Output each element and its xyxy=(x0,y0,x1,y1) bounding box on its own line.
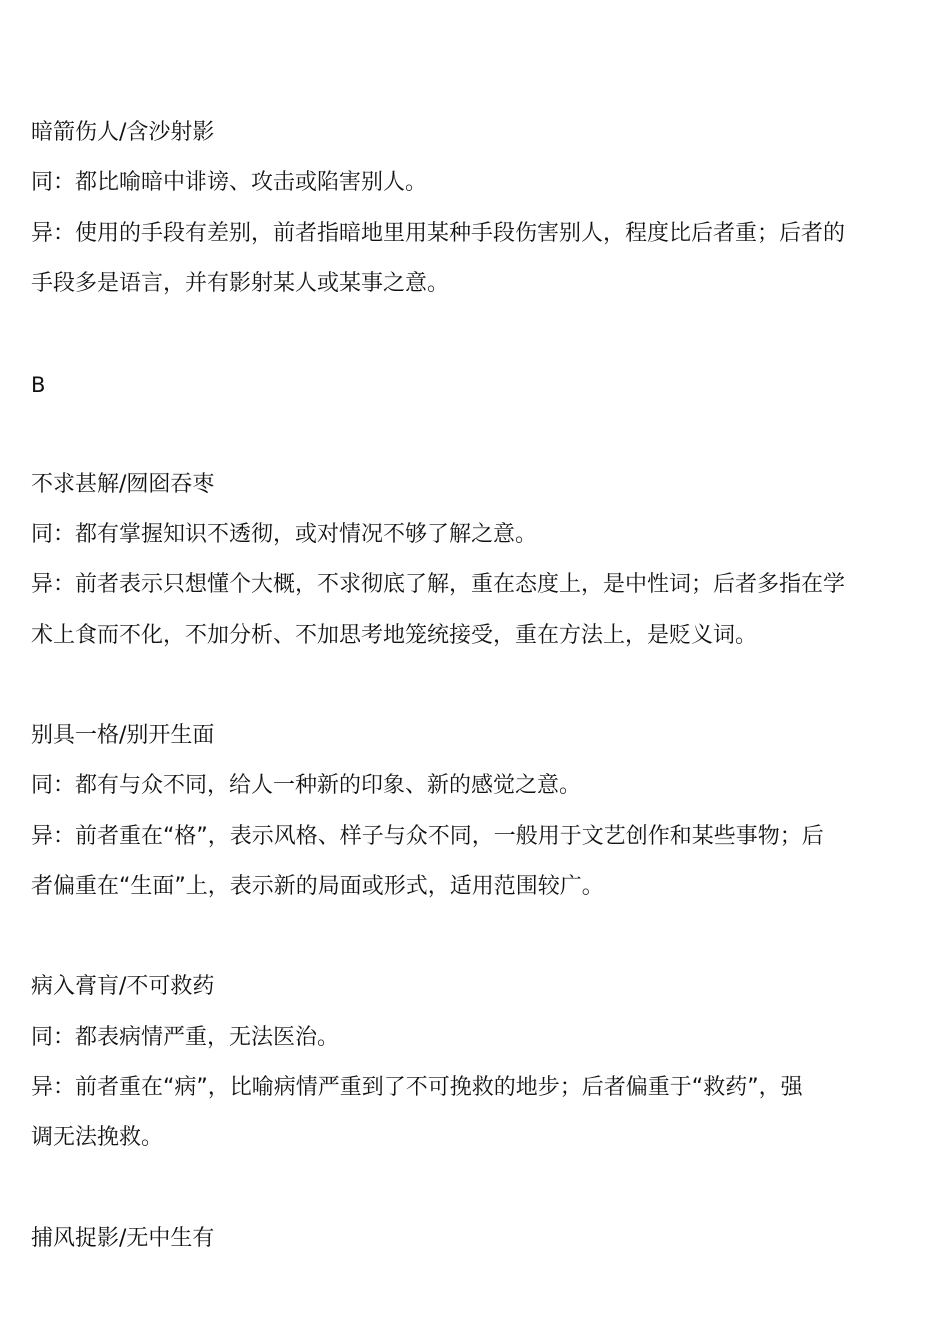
entry-title: 病入膏肓/不可救药 xyxy=(31,974,215,999)
entry-similarity: 同：都有与众不同，给人一种新的印象、新的感觉之意。 xyxy=(31,773,582,798)
entry-difference-line: 者偏重在“生面”上，表示新的局面或形式，适用范围较广。 xyxy=(31,874,604,899)
entry-similarity: 同：都有掌握知识不透彻，或对情况不够了解之意。 xyxy=(31,522,538,547)
entry-difference-line: 术上食而不化，不加分析、不加思考地笼统接受，重在方法上，是贬义词。 xyxy=(31,623,758,648)
entry-similarity: 同：都比喻暗中诽谤、攻击或陷害别人。 xyxy=(31,170,428,195)
entry-title: 暗箭伤人/含沙射影 xyxy=(31,120,215,145)
entry-difference-line: 异：前者表示只想懂个大概，不求彻底了解，重在态度上，是中性词；后者多指在学 xyxy=(31,572,846,597)
entry-title: 别具一格/别开生面 xyxy=(31,723,215,748)
entry-difference-line: 调无法挽救。 xyxy=(31,1125,164,1150)
entry-title: 不求甚解/囫囵吞枣 xyxy=(31,472,215,497)
entry-difference-line: 异：使用的手段有差别，前者指暗地里用某种手段伤害别人，程度比后者重；后者的 xyxy=(31,221,846,246)
section-letter-heading: B xyxy=(31,373,46,397)
entry-similarity: 同：都表病情严重，无法医治。 xyxy=(31,1025,340,1050)
entry-title: 捕风捉影/无中生有 xyxy=(31,1226,215,1251)
entry-difference-line: 手段多是语言，并有影射某人或某事之意。 xyxy=(31,271,450,296)
entry-difference-line: 异：前者重在“病”，比喻病情严重到了不可挽救的地步；后者偏重于“救药”，强 xyxy=(31,1075,803,1100)
entry-difference-line: 异：前者重在“格”，表示风格、样子与众不同，一般用于文艺创作和某些事物；后 xyxy=(31,824,824,849)
